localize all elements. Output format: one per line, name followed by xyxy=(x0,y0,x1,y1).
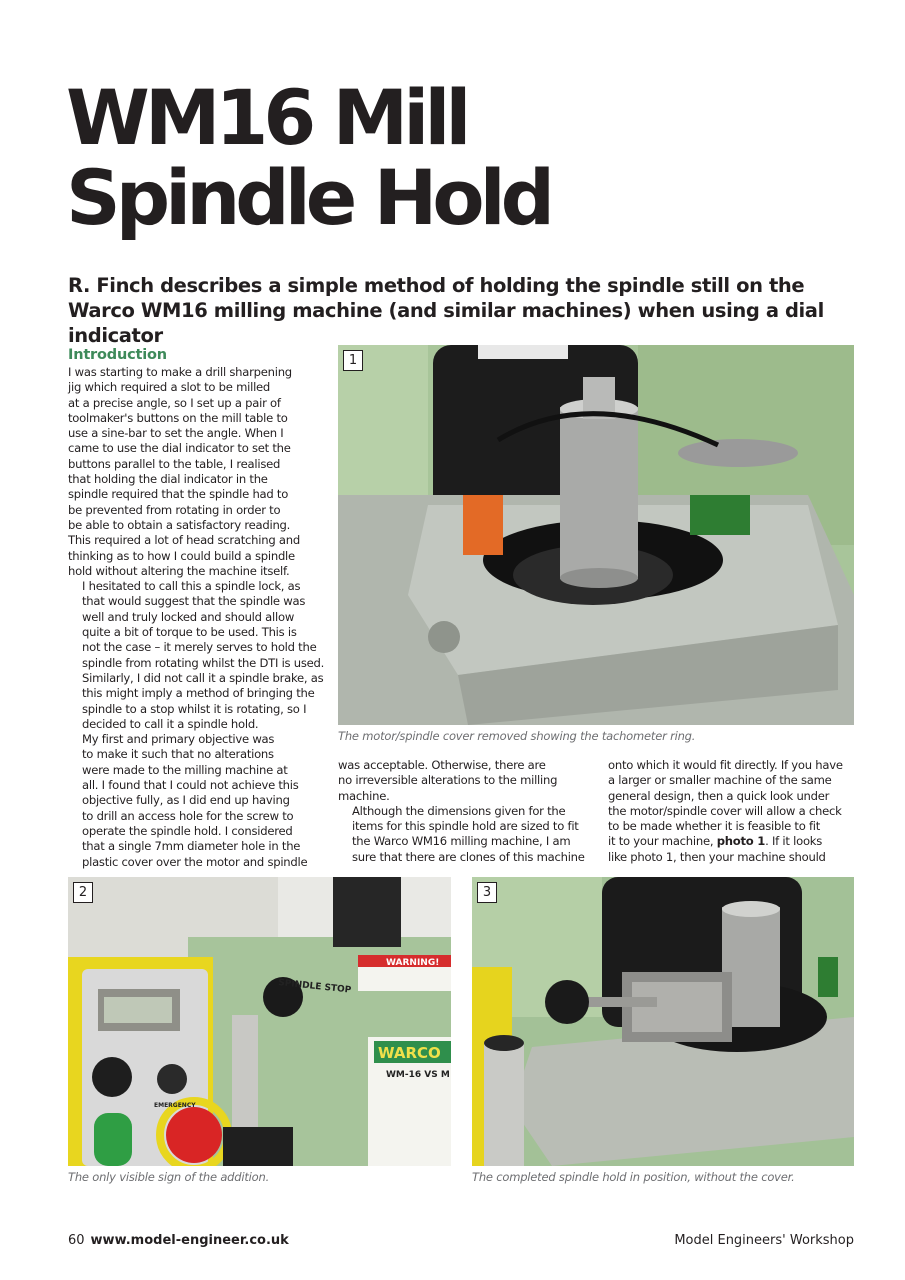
photo-2 xyxy=(68,877,451,1166)
model-label: WM-16 VS M xyxy=(386,1070,450,1080)
spindle-stop-label: SPINDLE STOP xyxy=(277,978,352,996)
footer-url[interactable]: www.model-engineer.co.uk xyxy=(90,1233,289,1248)
paragraph: onto which it would fit directly. If you have a larger or smaller machine of the same general design, then a quick look under the motor/spindle cover will allow a check to be made whether it is feasible to fit it to your machine, photo 1. If it looks like photo 1, then your machine should xyxy=(608,758,843,864)
body-column-1 xyxy=(68,346,325,870)
photo-1 xyxy=(338,345,854,725)
body-column-3 xyxy=(608,758,858,865)
paragraph: My first and primary objective was to make it such that no alterations were made to the milling machine at all. I found that I could not achieve this objective fully, as I did end up having to drill an access hole for the screw to operate the spindle hold. I considered that a single 7mm diameter hole in the plastic cover over the motor and spindle xyxy=(82,732,308,869)
section-heading: Introduction xyxy=(68,347,167,363)
photo-1-image xyxy=(338,345,854,725)
title-line-2: Spindle Hold xyxy=(66,153,551,242)
standfirst: R. Finch describes a simple method of holding the spindle still on the Warco WM16 milling machine (and similar machines) when using a dial indicator xyxy=(68,274,824,347)
photo-1-number: 1 xyxy=(343,350,363,371)
magazine-name: Model Engineers' Workshop xyxy=(674,1233,854,1248)
page-number: 60 xyxy=(68,1233,85,1248)
brand-label: WARCO xyxy=(378,1044,441,1062)
photo-3-image xyxy=(472,877,854,1166)
footer-left xyxy=(68,1233,289,1249)
body-column-2 xyxy=(338,758,588,865)
photo-1-caption: The motor/spindle cover removed showing the tachometer ring. xyxy=(338,729,696,743)
warning-label: WARNING! xyxy=(386,958,440,968)
photo-2-image xyxy=(68,877,451,1166)
photo-2-number: 2 xyxy=(73,882,93,903)
emergency-label: EMERGENCY xyxy=(154,1102,196,1109)
paragraph: Although the dimensions given for the items for this spindle hold are sized to fit the Warco WM16 milling machine, I am sure that there are clones of this machine xyxy=(352,803,585,864)
paragraph: I was starting to make a drill sharpening jig which required a slot to be milled at a precise angle, so I set up a pair of toolmaker's buttons on the mill table to use a sine-bar to set the angle. When I came to use the dial indicator to set the buttons parallel to the table, I realised that holding the dial indicator in the spindle required that the spindle had to be prevented from rotating in order to be able to obtain a satisfactory reading. This required a lot of head scratching and thinking as to how I could build a spindle hold without altering the machine itself. xyxy=(68,365,300,578)
photo-3-number: 3 xyxy=(477,882,497,903)
photo-reference: photo 1 xyxy=(716,834,766,849)
photo-2-caption: The only visible sign of the addition. xyxy=(68,1170,270,1184)
paragraph: I hesitated to call this a spindle lock, as that would suggest that the spindle was well and truly locked and should allow quite a bit of torque to be used. This is not the case – it merely serves to hold the spindle from rotating whilst the DTI is used. Similarly, I did not call it a spindle brake, as this might imply a method of bringing the spindle to a stop whilst it is rotating, so I decided to call it a spindle hold. xyxy=(82,579,325,731)
photo-3-caption: The completed spindle hold in position, without the cover. xyxy=(472,1170,795,1184)
photo-3 xyxy=(472,877,854,1166)
article-title xyxy=(66,73,626,242)
paragraph: was acceptable. Otherwise, there are no irreversible alterations to the milling machine. xyxy=(338,758,558,803)
title-line-1: WM16 Mill xyxy=(66,73,467,162)
